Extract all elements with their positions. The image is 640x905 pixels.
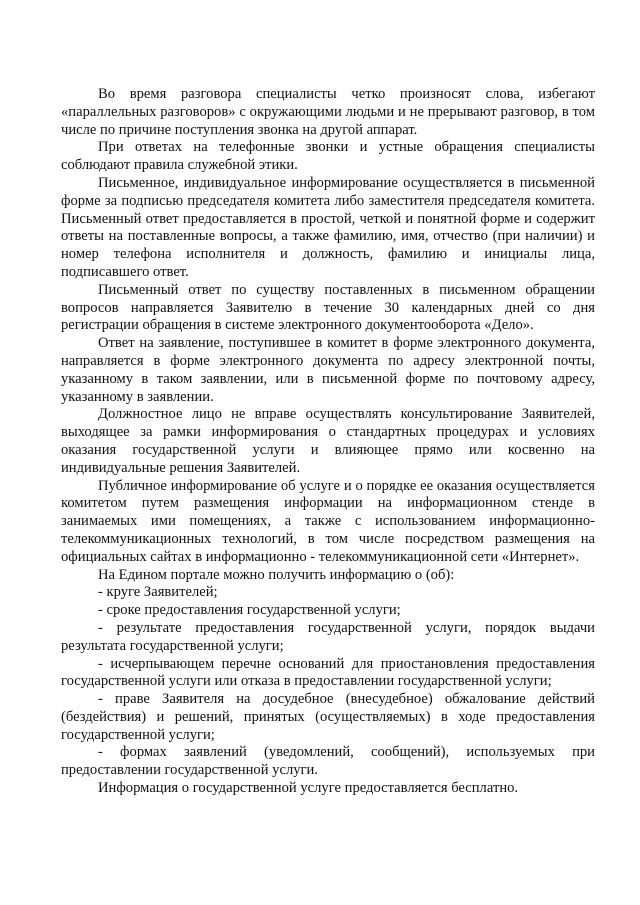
paragraph-free-of-charge: Информация о государственной услуге предоставляется бесплатно.	[98, 780, 519, 797]
list-item: - праве Заявителя на досудебное (внесудебное) обжалование действий (бездействия) и решений, принятых (осуществляемых) в ходе предоставления государственной услуги;	[61, 691, 595, 743]
paragraph-conversation-rules: Во время разговора специалисты четко произносят слова, избегают «параллельных разговоров» с окружающими людьми и не прерывают разговор, в том числе по причине поступления звонка на другой аппарат.	[61, 86, 595, 138]
paragraph-written-informing: Письменное, индивидуальное информирование осуществляется в письменной форме за подписью председателя комитета либо заместителя председателя комитета. Письменный ответ предоставляется в простой, четкой и понятной форме и содержит ответы на поставленные вопросы, а также фамилию, имя, отчество (при наличии) и номер телефона исполнителя и должность, фамилию и инициалы лица, подписавшего ответ.	[61, 174, 595, 280]
paragraph-consulting-limits: Должностное лицо не вправе осуществлять консультирование Заявителей, выходящее за рамки информирования о стандартных процедурах и условиях оказания государственной услуги и влияющее прямо или косвенно на индивидуальные решения Заявителей.	[61, 406, 595, 476]
paragraph-service-ethics: При ответах на телефонные звонки и устные обращения специалисты соблюдают правила служебной этики.	[61, 139, 595, 174]
document-body	[61, 86, 595, 798]
paragraph-public-informing: Публичное информирование об услуге и о порядке ее оказания осуществляется комитетом путем размещения информации на информационном стенде в занимаемых ими помещениях, а также с использованием информационно-телекоммуникационных технологий, в том числе посредством размещения на официальных сайтах в информационно - телекоммуникационной сети «Интернет».	[61, 477, 595, 565]
list-item: - формах заявлений (уведомлений, сообщений), используемых при предоставлении государственной услуги.	[61, 744, 595, 779]
list-item: - сроке предоставления государственной услуги;	[98, 602, 401, 619]
list-item: - результате предоставления государственной услуги, порядок выдачи результата государственной услуги;	[61, 619, 595, 654]
list-intro: На Едином портале можно получить информацию о (об):	[98, 566, 455, 583]
paragraph-electronic-answer: Ответ на заявление, поступившее в комитет в форме электронного документа, направляется в форме электронного документа по адресу электронной почты, указанному в таком заявлении, или в письменной форме по почтовому адресу, указанному в заявлении.	[61, 335, 595, 405]
paragraph-written-answer-term: Письменный ответ по существу поставленных в письменном обращении вопросов направляется Заявителю в течение 30 календарных дней со дня регистрации обращения в системе электронного документооборота «Дело».	[61, 281, 595, 334]
list-item: - круге Заявителей;	[98, 584, 218, 601]
list-item: - исчерпывающем перечне оснований для приостановления предоставления государственной услуги или отказа в предоставлении государственной услуги;	[61, 655, 595, 690]
